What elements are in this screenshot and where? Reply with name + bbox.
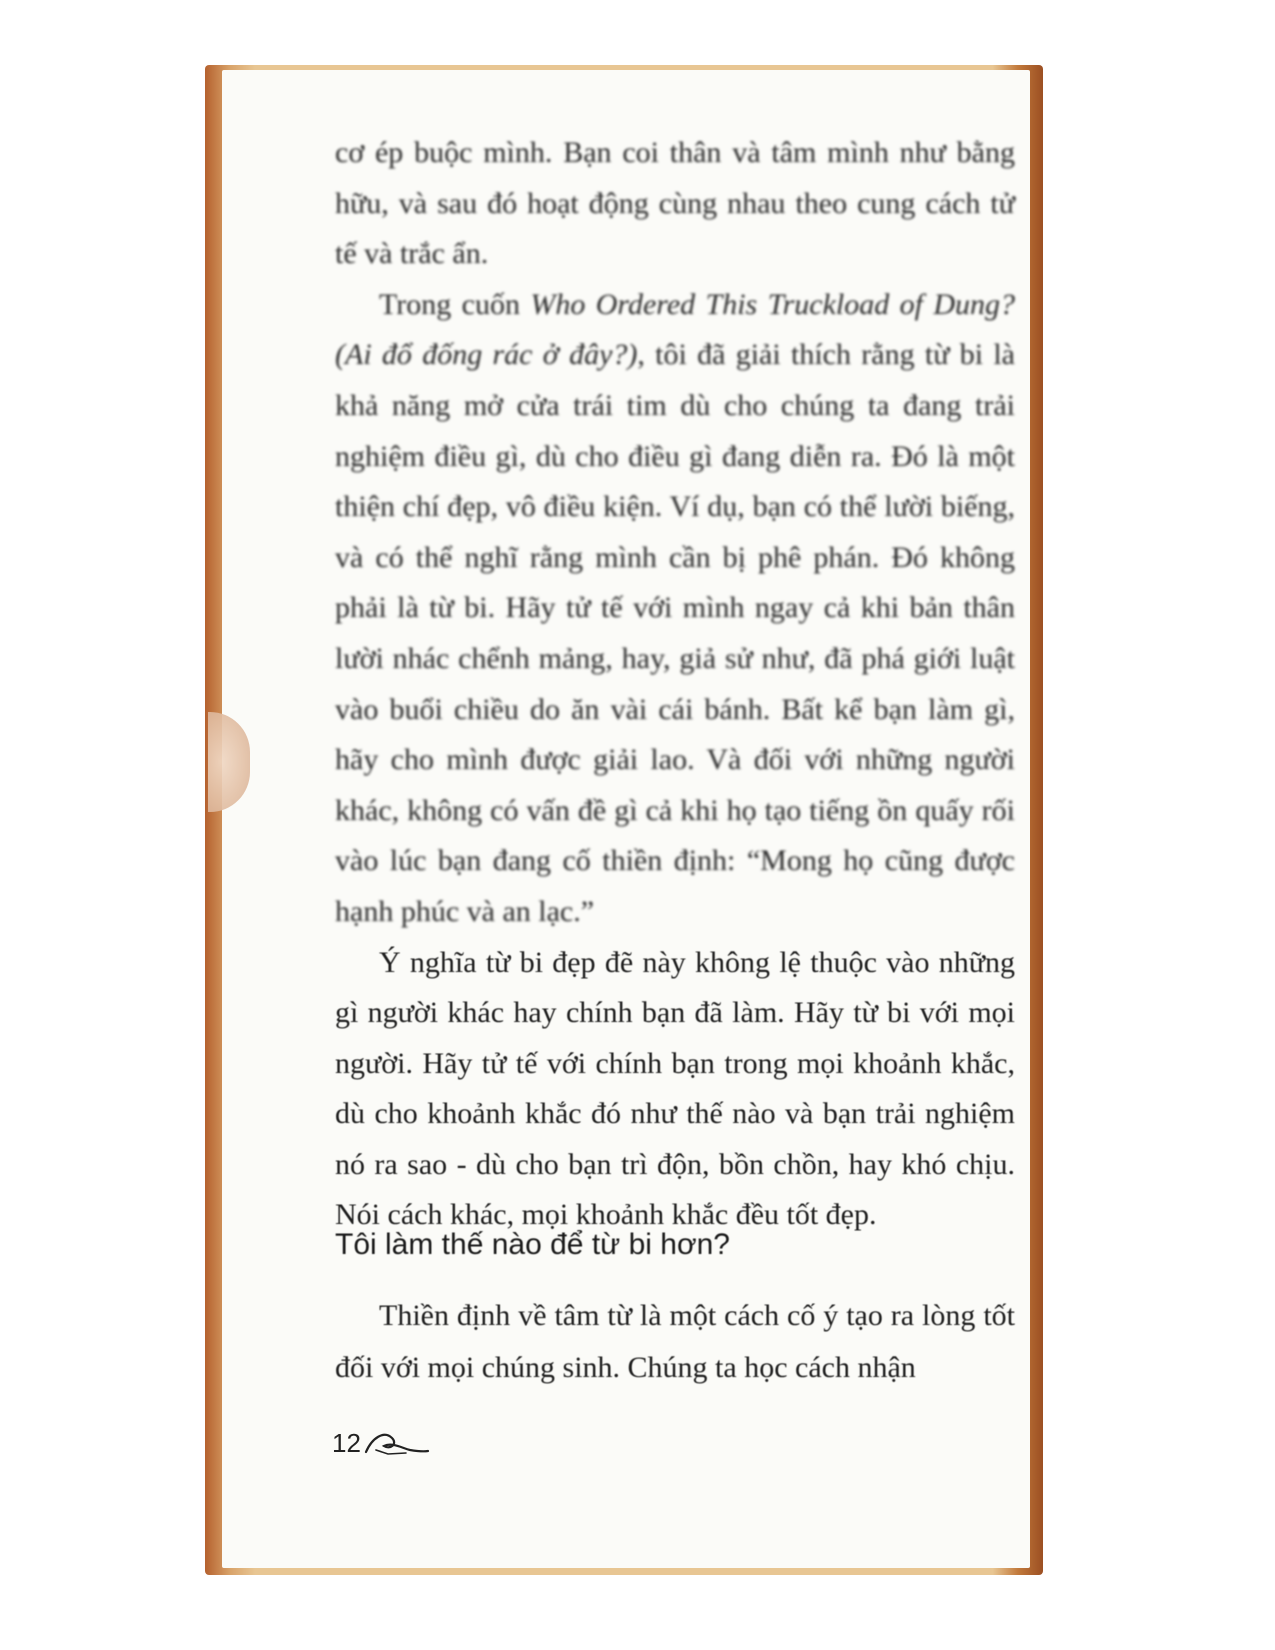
page-ornament-icon [362, 1420, 432, 1460]
body-text [335, 128, 1015, 1241]
paragraph-2-before: Trong cuốn [379, 287, 531, 321]
paragraph-3: Ý nghĩa từ bi đẹp đẽ này không lệ thuộc vào những gì người khác hay chính bạn đã làm. Hãy từ bi với mọi người. Hãy tử tế với chính bạn trong mọi khoảnh khắc, dù cho khoảnh khắc đó như thế nào và bạn trải nghiệm nó ra sao - dù cho bạn trì độn, bồn chồn, hay khó chịu. Nói cách khác, mọi khoảnh khắc đều tốt đẹp. [335, 945, 1015, 1232]
paragraph-2-after: , tôi đã giải thích rằng từ bi là khả năng mở cửa trái tim dù cho chúng ta đang trải nghiệm điều gì, dù cho điều gì đang diễn ra. Đó là một thiện chí đẹp, vô điều kiện. Ví dụ, bạn có thể lười biếng, và có thể nghĩ rằng mình cần bị phê phán. Đó không phải là từ bi. Hãy tử tế với mình ngay cả khi bản thân lười nhác chểnh mảng, hay, giả sử như, đã phá giới luật vào buổi chiều do ăn vài cái bánh. Bất kể bạn làm gì, hãy cho mình được giải lao. Và đối với những người khác, không có vấn đề gì cả khi họ tạo tiếng ồn quấy rối vào lúc bạn đang cố thiền định: “Mong họ cũng được hạnh phúc và an lạc.” [335, 338, 1016, 928]
paragraph-1: cơ ép buộc mình. Bạn coi thân và tâm mình như bằng hữu, và sau đó hoạt động cùng nhau theo cung cách tử tế và trắc ẩn. [335, 136, 1015, 271]
blurred-section [335, 128, 1015, 938]
section-body [335, 1290, 1015, 1394]
page-number: 12 [332, 1428, 361, 1458]
paragraph-2 [335, 280, 1015, 938]
paragraph-4: Thiền định về tâm từ là một cách cố ý tạo ra lòng tốt đối với mọi chúng sinh. Chúng ta học cách nhận [335, 1299, 1015, 1384]
section-heading: Tôi làm thế nào để từ bi hơn? [335, 1228, 730, 1261]
book-title: Who Ordered This Truckload of Dung? (Ai đổ đống rác ở đây?) [335, 287, 1016, 372]
